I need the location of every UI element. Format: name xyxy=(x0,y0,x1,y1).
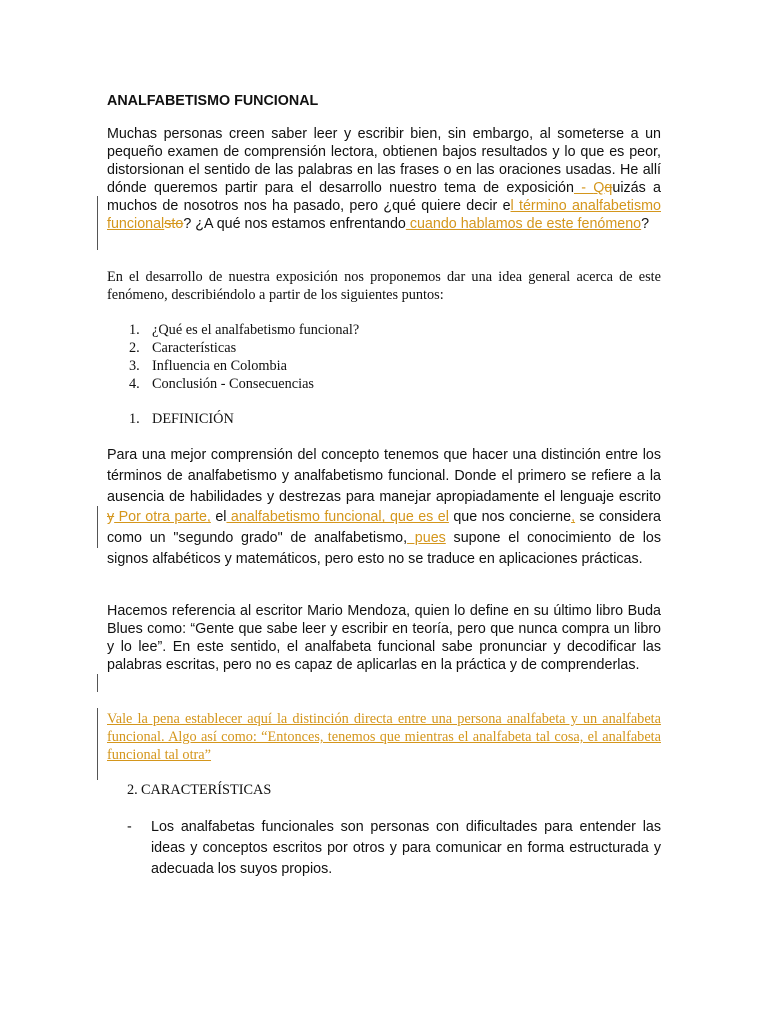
change-bar xyxy=(97,708,98,780)
intro-paragraph xyxy=(107,125,661,233)
definition-text-4: se considera como un "segundo grado" de analfabetismo, xyxy=(107,509,662,547)
section-heading-caracteristicas xyxy=(127,781,271,799)
change-bar xyxy=(97,674,98,692)
definition-text-2: el xyxy=(210,509,227,526)
definition-text-5: supone el conocimiento de los signos alfabéticos y matemáticos, pero esto no se traduce en aplicaciones prácticas. xyxy=(107,530,661,567)
list-number: 3. xyxy=(129,358,140,374)
list-text: Características xyxy=(152,340,237,356)
list-text: Influencia en Colombia xyxy=(152,358,287,374)
definition-paragraph xyxy=(107,445,661,570)
inserted-text: pues xyxy=(407,530,446,547)
section-title: CARACTERÍSTICAS xyxy=(141,782,272,798)
list-number: 4. xyxy=(129,376,140,392)
definition-text-3: que nos concierne xyxy=(448,509,572,526)
intro-text-3: ? ¿A qué nos estamos enfrentando xyxy=(183,216,406,232)
points-list xyxy=(129,321,359,393)
deleted-text: y xyxy=(107,509,115,526)
change-bar xyxy=(97,506,98,548)
inserted-text: analfabetismo funcional, que es el xyxy=(226,509,449,526)
deleted-text: sto xyxy=(164,216,184,232)
dash-bullet: - xyxy=(127,819,132,835)
section-heading-definicion xyxy=(129,410,234,428)
inserted-text: l término analfabetismo funcional xyxy=(107,198,661,232)
list-text: Los analfabetas funcionales son personas con dificultades para entender las ideas y conceptos escritos por otros y para comunicar en forma estructurada y adecuada los suyos propios. xyxy=(151,819,661,877)
section-number: 2. xyxy=(127,782,138,798)
list-text: ¿Qué es el analfabetismo funcional? xyxy=(152,322,360,338)
list-item xyxy=(129,339,359,357)
inserted-text: , xyxy=(571,509,576,526)
list-item xyxy=(129,357,359,375)
inserted-text: - xyxy=(573,180,594,196)
list-item xyxy=(129,321,359,339)
mendoza-paragraph xyxy=(107,602,661,674)
intro-text-4: ? xyxy=(641,216,650,232)
inserted-paragraph: Vale la pena establecer aquí la distinción directa entre una persona analfabeta y un analfabeta funcional. Algo así como: “Entonces, tenemos que mientras el analfabeta tal cosa, el analfabeta funcional tal otra” xyxy=(107,711,661,763)
inserted-text: cuando hablamos de este fenómeno xyxy=(405,216,642,232)
list-number: 1. xyxy=(129,322,140,338)
list-text: Conclusión - Consecuencias xyxy=(152,376,314,392)
list-item xyxy=(127,817,661,880)
change-bar xyxy=(97,196,98,250)
intro-text-2: uizás a muchos de nosotros nos ha pasado, pero ¿qué quiere decir e xyxy=(107,180,661,214)
deleted-text: q xyxy=(604,180,613,196)
document-title: ANALFABETISMO FUNCIONAL xyxy=(107,93,319,109)
inserted-text: Por otra parte, xyxy=(114,509,211,526)
section-number: 1. xyxy=(129,411,140,427)
list-number: 2. xyxy=(129,340,140,356)
inserted-text: Q xyxy=(593,180,605,196)
mendoza-text: Hacemos referencia al escritor Mario Mendoza, quien lo define en su último libro Buda Blues como: “Gente que sabe leer y escribir en teoría, pero que nunca compra un libro y lo lee”. En este sentido, el analfabeta funcional sabe pronunciar y decodificar las palabras escritas, pero no es capaz de aplicarlas en la práctica y de comprenderlas. xyxy=(107,603,661,673)
section-title: DEFINICIÓN xyxy=(152,411,234,427)
definition-text-1: Para una mejor comprensión del concepto tenemos que hacer una distinción entre los términos de analfabetismo y analfabetismo funcional. Donde el primero se refiere a la ausencia de habilidades y destrezas para manejar apropiadamente el lenguaje escrito xyxy=(107,447,661,505)
list-item xyxy=(129,375,359,393)
objectives-paragraph: En el desarrollo de nuestra exposición nos proponemos dar una idea general acerca de este fenómeno, describiéndolo a partir de los siguientes puntos: xyxy=(107,269,661,303)
intro-text-1: Muchas personas creen saber leer y escribir bien, sin embargo, al someterse a un pequeño examen de comprensión lectora, obtienen bajos resultados y lo que es peor, distorsionan el sentido de las palabras en las frases o en las oraciones usadas. He allí dónde queremos partir para el desarrollo nuestro tema de exposición xyxy=(107,126,661,196)
